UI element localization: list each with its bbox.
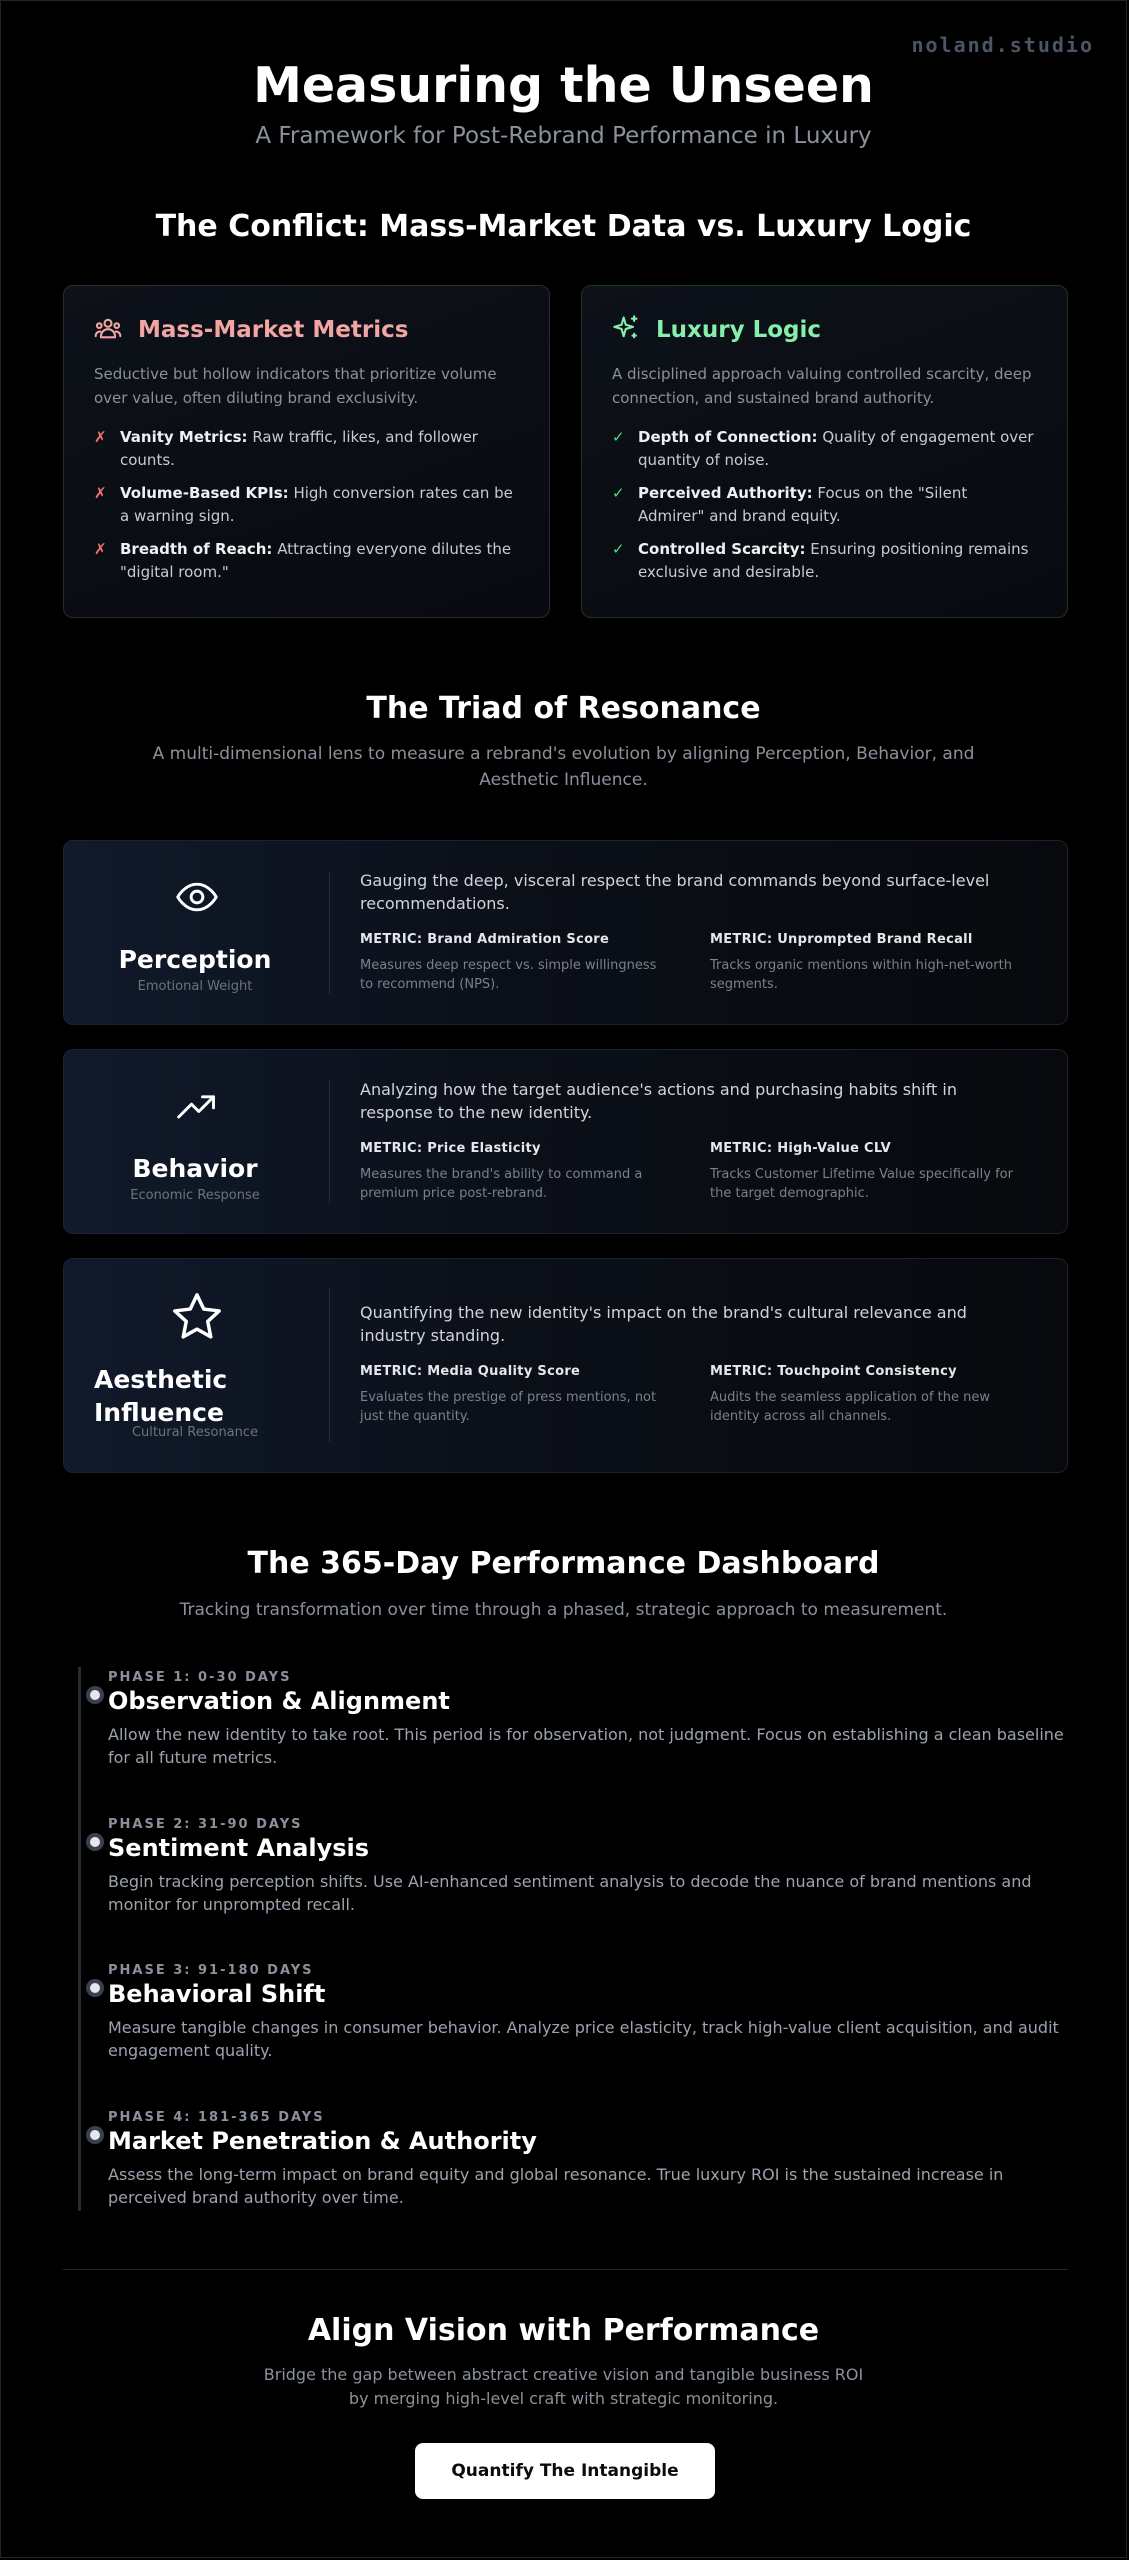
phase-label: PHASE 1: 0-30 DAYS: [108, 1670, 292, 1685]
list-item: ✓ Depth of Connection: Quality of engagement over quantity of noise.: [612, 426, 1037, 472]
timeline-dot-icon: [86, 1833, 104, 1851]
page-title: Measuring the Unseen: [253, 57, 874, 114]
trending-up-icon: [169, 1084, 225, 1132]
metric-title: METRIC: Brand Admiration Score: [360, 932, 610, 947]
pillar-description: Quantifying the new identity's impact on the brand's cultural relevance and industry standing.: [360, 1303, 967, 1345]
timeline-phase: [108, 1670, 1066, 1769]
luxury-logic-list: [612, 426, 1037, 594]
mass-market-card: [63, 285, 550, 618]
metric-title: METRIC: Media Quality Score: [360, 1364, 581, 1379]
timeline-dot-icon: [86, 1686, 104, 1704]
phase-description: Measure tangible changes in consumer behavior. Analyze price elasticity, track high-value client acquisition, and audit engagement quality.: [108, 2018, 1059, 2060]
divider: [329, 871, 330, 994]
metric-title: METRIC: Touchpoint Consistency: [710, 1364, 957, 1379]
pillar-label: Emotional Weight: [137, 979, 253, 994]
list-item: ✓ Perceived Authority: Focus on the "Silent Admirer" and brand equity.: [612, 482, 1037, 528]
metric: [360, 1141, 670, 1203]
quantify-button[interactable]: Quantify The Intangible: [415, 2443, 715, 2499]
metric: [710, 932, 1020, 994]
star-icon: [169, 1289, 225, 1349]
divider: [329, 1080, 330, 1203]
x-mark-icon: ✗: [94, 540, 107, 558]
users-icon: [94, 314, 122, 346]
metric-title: METRIC: Price Elasticity: [360, 1141, 541, 1156]
page-subtitle: A Framework for Post-Rebrand Performance in Luxury: [255, 123, 872, 149]
list-item: ✗ Vanity Metrics: Raw traffic, likes, and follower counts.: [94, 426, 519, 472]
section-divider: [63, 2269, 1068, 2270]
metric-description: Tracks organic mentions within high-net-worth segments.: [710, 958, 1012, 992]
metric-description: Audits the seamless application of the new identity across all channels.: [710, 1390, 990, 1424]
phase-title: Sentiment Analysis: [108, 1834, 370, 1862]
pillar-name: Aesthetic Influence: [94, 1365, 228, 1427]
luxury-logic-description: A disciplined approach valuing controlled scarcity, deep connection, and sustained brand authority.: [612, 365, 1032, 407]
pillar-label: Economic Response: [130, 1188, 260, 1203]
timeline-phase: [108, 2110, 1066, 2209]
divider: [329, 1289, 330, 1442]
phase-label: PHASE 2: 31-90 DAYS: [108, 1817, 303, 1832]
timeline-line: [78, 1667, 81, 2211]
x-mark-icon: ✗: [94, 428, 107, 446]
triad-card-aesthetic-influence: [63, 1258, 1068, 1473]
metric-description: Evaluates the prestige of press mentions, not just the quantity.: [360, 1390, 657, 1424]
dashboard-title: The 365-Day Performance Dashboard: [247, 1546, 880, 1581]
check-icon: ✓: [612, 540, 625, 558]
phase-description: Allow the new identity to take root. This period is for observation, not judgment. Focus on establishing a clean baseline for all future metrics.: [108, 1725, 1064, 1767]
metric: [360, 1364, 670, 1426]
sparkle-icon: [612, 314, 640, 346]
timeline-phase: [108, 1817, 1066, 1916]
mass-market-list: [94, 426, 519, 594]
luxury-logic-card: [581, 285, 1068, 618]
phase-description: Begin tracking perception shifts. Use AI-enhanced sentiment analysis to decode the nuance of brand mentions and monitor for unprompted recall.: [108, 1872, 1032, 1914]
triad-card-perception: [63, 840, 1068, 1025]
timeline-dot-icon: [86, 1979, 104, 1997]
list-item: ✓ Controlled Scarcity: Ensuring positioning remains exclusive and desirable.: [612, 538, 1037, 584]
phase-title: Observation & Alignment: [108, 1687, 450, 1715]
check-icon: ✓: [612, 484, 625, 502]
check-icon: ✓: [612, 428, 625, 446]
triad-title: The Triad of Resonance: [366, 691, 761, 726]
list-item: ✗ Volume-Based KPIs: High conversion rates can be a warning sign.: [94, 482, 519, 528]
phase-title: Behavioral Shift: [108, 1980, 326, 2008]
x-mark-icon: ✗: [94, 484, 107, 502]
phase-description: Assess the long-term impact on brand equity and global resonance. True luxury ROI is the sustained increase in perceived brand authority over time.: [108, 2165, 1004, 2207]
timeline-phase: [108, 1963, 1066, 2062]
metric: [710, 1364, 1020, 1426]
eye-icon: [169, 875, 225, 923]
pillar-label: Cultural Resonance: [131, 1425, 259, 1440]
triad-subtitle: A multi-dimensional lens to measure a rebrand's evolution by aligning Perception, Behavior, and Aesthetic Influence.: [152, 744, 975, 790]
mass-market-title: Mass-Market Metrics: [138, 317, 409, 343]
metric-description: Measures the brand's ability to command a premium price post-rebrand.: [360, 1167, 643, 1201]
brand-logo[interactable]: noland.studio: [911, 33, 1094, 57]
metric-description: Tracks Customer Lifetime Value specifically for the target demographic.: [710, 1167, 1013, 1201]
phase-label: PHASE 4: 181-365 DAYS: [108, 2110, 325, 2125]
metric: [360, 932, 670, 994]
conflict-title: The Conflict: Mass-Market Data vs. Luxury Logic: [155, 209, 972, 244]
mass-market-description: Seductive but hollow indicators that prioritize volume over value, often diluting brand exclusivity.: [94, 365, 497, 407]
pillar-description: Analyzing how the target audience's actions and purchasing habits shift in response to the new identity.: [360, 1080, 957, 1122]
triad-card-behavior: [63, 1049, 1068, 1234]
metric-title: METRIC: High-Value CLV: [710, 1141, 892, 1156]
pillar-name: Perception: [118, 945, 272, 974]
dashboard-subtitle: Tracking transformation over time through a phased, strategic approach to measurement.: [179, 1600, 948, 1620]
pillar-name: Behavior: [132, 1154, 258, 1183]
metric: [710, 1141, 1020, 1203]
phase-title: Market Penetration & Authority: [108, 2127, 537, 2155]
phase-label: PHASE 3: 91-180 DAYS: [108, 1963, 314, 1978]
metric-description: Measures deep respect vs. simple willingness to recommend (NPS).: [360, 958, 657, 992]
list-item: ✗ Breadth of Reach: Attracting everyone dilutes the "digital room.": [94, 538, 519, 584]
cta-title: Align Vision with Performance: [307, 2313, 820, 2348]
cta-description: Bridge the gap between abstract creative vision and tangible business ROI by merging high-level craft with strategic monitoring.: [263, 2365, 864, 2408]
pillar-description: Gauging the deep, visceral respect the brand commands beyond surface-level recommendations.: [360, 871, 990, 913]
timeline-dot-icon: [86, 2126, 104, 2144]
metric-title: METRIC: Unprompted Brand Recall: [710, 932, 973, 947]
luxury-logic-title: Luxury Logic: [656, 317, 822, 343]
